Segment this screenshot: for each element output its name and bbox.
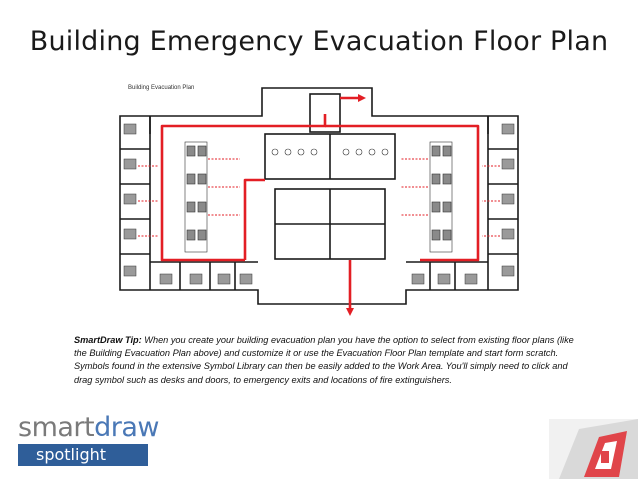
smartdraw-logo <box>18 414 159 466</box>
tip-lead: SmartDraw Tip: <box>74 335 142 345</box>
building-walls <box>120 88 518 304</box>
corner-decoration <box>549 419 638 479</box>
slide-title: Building Emergency Evacuation Floor Plan <box>29 26 609 57</box>
cubicles-right <box>430 142 452 252</box>
plan-label: Building Evacuation Plan <box>128 85 195 91</box>
floor-plan <box>110 84 528 322</box>
smartdraw-tip <box>74 334 574 387</box>
cubicles-left <box>185 142 207 252</box>
spotlight-badge: spotlight <box>18 444 148 466</box>
logo-word-smart: smart <box>18 412 95 443</box>
tip-body: When you create your building evacuation plan you have the option to select from existing floor plans (like the Building Evacuation Plan above) and customize it or use the Evacuation Floor Plan template and start form scratch. Symbols found in the extensive Symbol Library can then be easily added to the Work Area. You'll simply need to click and drag symbol such as desks and doors, to emergency exits and locations of fire extinguishers. <box>74 335 574 385</box>
logo-word-draw: draw <box>94 412 159 443</box>
